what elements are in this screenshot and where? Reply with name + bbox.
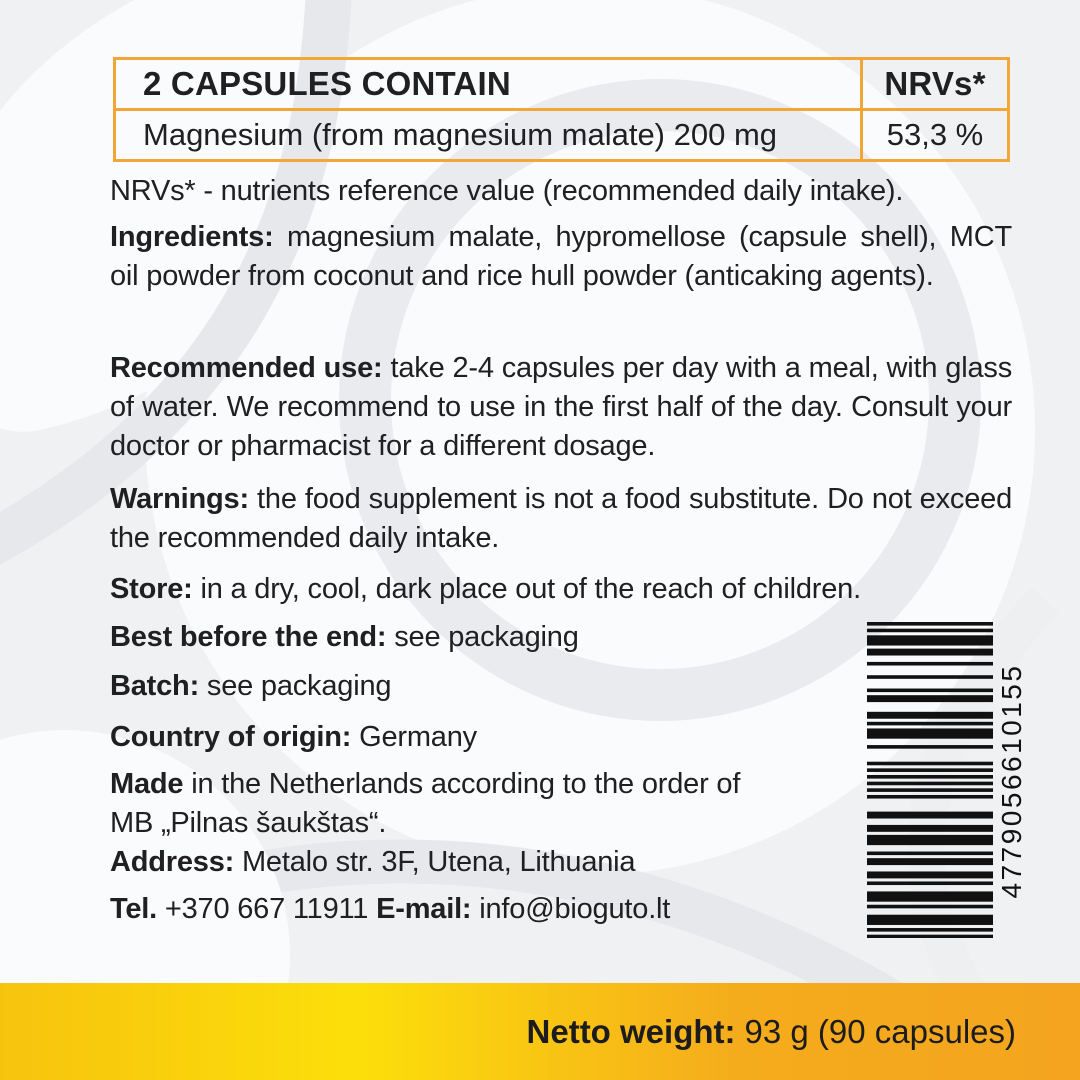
nutrient-nrv-value: 53,3 % bbox=[862, 110, 1009, 161]
made-label: Made bbox=[110, 768, 184, 800]
netto-weight-band bbox=[0, 983, 1080, 1080]
batch-label: Batch: bbox=[110, 670, 200, 702]
best-before-text: see packaging bbox=[394, 621, 579, 653]
ingredients-paragraph bbox=[110, 218, 1012, 296]
address-text: Metalo str. 3F, Utena, Lithuania bbox=[241, 846, 636, 878]
table-row-magnesium bbox=[115, 110, 1009, 161]
supplement-facts-table bbox=[113, 57, 1010, 162]
ingredients-text: magnesium malate, hypromellose (capsule shell), MCT oil powder from coconut and rice hull powder (anticaking agents). bbox=[110, 221, 1013, 292]
store-label: Store: bbox=[110, 573, 193, 605]
batch-text: see packaging bbox=[206, 670, 392, 702]
store-text: in a dry, cool, dark place out of the reach of children. bbox=[200, 573, 861, 605]
ingredients-label: Ingredients: bbox=[110, 221, 274, 253]
nrv-footnote: NRVs* - nutrients reference value (recommended daily intake). bbox=[110, 175, 904, 207]
warnings-paragraph bbox=[110, 480, 1012, 558]
made-text-line2: MB „Pilnas šaukštas“. bbox=[110, 807, 387, 839]
best-before-label: Best before the end: bbox=[110, 621, 387, 653]
country-label: Country of origin: bbox=[110, 721, 352, 753]
contact-line bbox=[110, 890, 830, 929]
barcode-number: 4779056610155 bbox=[996, 663, 1027, 899]
email-value: info@bioguto.lt bbox=[479, 893, 671, 925]
address-label: Address: bbox=[110, 846, 235, 878]
store-paragraph bbox=[110, 570, 1012, 609]
warnings-label: Warnings: bbox=[110, 483, 249, 515]
table-header-row bbox=[115, 59, 1009, 110]
barcode-bars bbox=[867, 622, 993, 938]
email-label: E-mail: bbox=[376, 893, 472, 925]
netto-weight-label: Netto weight: bbox=[526, 1012, 736, 1050]
recommended-use-label: Recommended use: bbox=[110, 352, 383, 384]
warnings-text: the food supplement is not a food substitute. Do not exceed the recommended daily intake. bbox=[110, 483, 1012, 554]
table-header-nrv: NRVs* bbox=[862, 59, 1009, 110]
tel-value: +370 667 11911 bbox=[164, 893, 369, 925]
recommended-use-text: take 2-4 capsules per day with a meal, with glass of water. We recommend to use in the first half of the day. Consult your doctor or pharmacist for a different dosage. bbox=[110, 352, 1012, 462]
tel-label: Tel. bbox=[110, 893, 158, 925]
country-text: Germany bbox=[359, 721, 477, 753]
nutrient-name: Magnesium (from magnesium malate) 200 mg bbox=[115, 110, 862, 161]
manufacturer-paragraph bbox=[110, 765, 830, 882]
table-header-contains: 2 CAPSULES CONTAIN bbox=[115, 59, 862, 110]
recommended-use-paragraph bbox=[110, 349, 1012, 466]
netto-weight-value: 93 g (90 capsules) bbox=[744, 1012, 1016, 1050]
made-text-line1: in the Netherlands according to the order of bbox=[191, 768, 741, 800]
